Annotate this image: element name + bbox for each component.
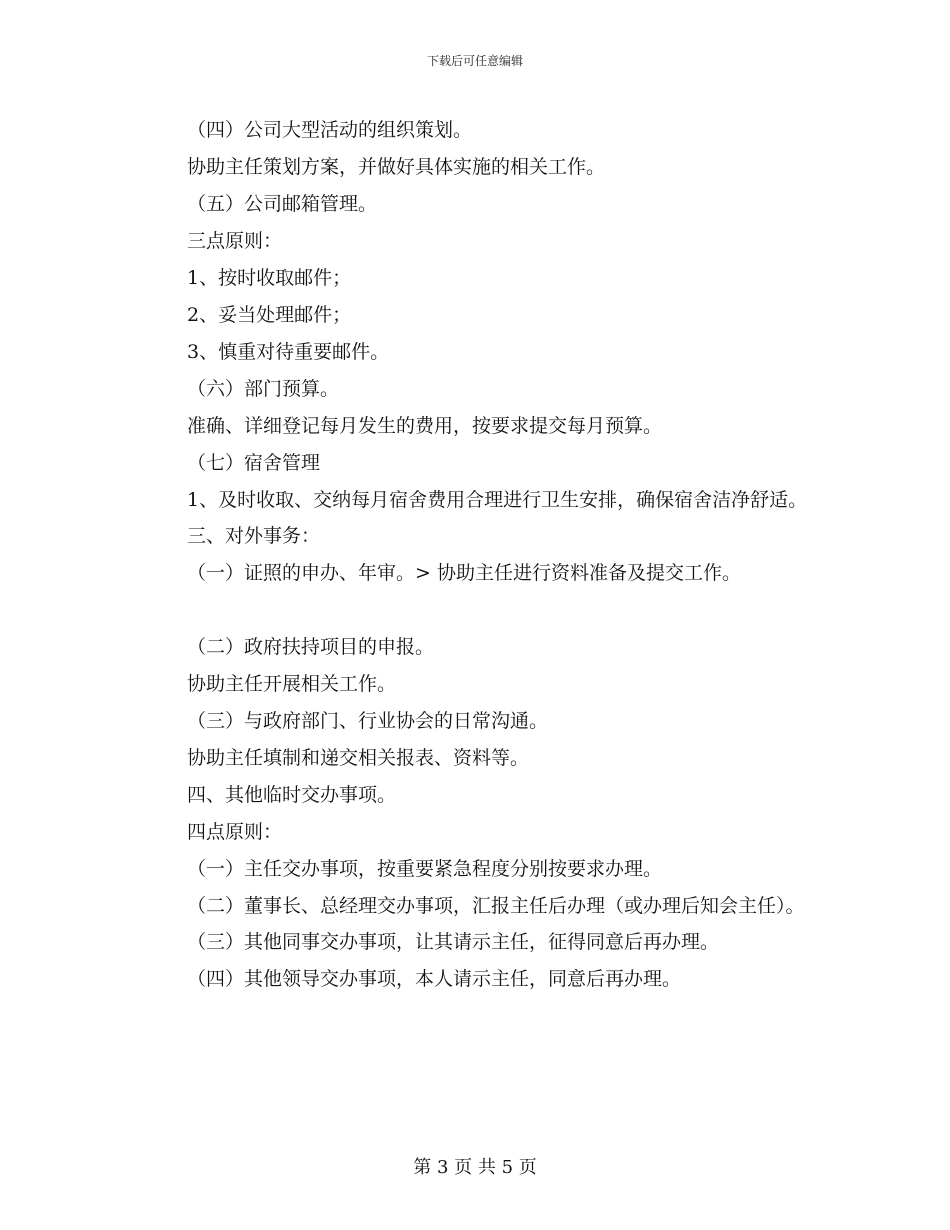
document-body xyxy=(141,112,821,998)
paragraph: （四）公司大型活动的组织策划。 xyxy=(187,119,473,141)
paragraph: （二）政府扶持项目的申报。 xyxy=(187,636,435,658)
page-header: 下载后可任意编辑 xyxy=(426,54,523,68)
paragraph: 协助主任开展相关工作。 xyxy=(187,673,397,695)
section-heading: 四、其他临时交办事项。 xyxy=(187,784,397,806)
paragraph: （一）证照的申办、年审。> 协助主任进行资料准备及提交工作。 xyxy=(187,562,741,584)
paragraph: （三）其他同事交办事项，让其请示主任，征得同意后再办理。 xyxy=(187,931,720,953)
paragraph: 三点原则： xyxy=(187,230,283,252)
paragraph-wrapped: （二）董事长、总经理交办事项，汇报主任后办理（或办理后知会主任）。 xyxy=(187,895,805,917)
paragraph: 2、妥当处理邮件； xyxy=(187,304,352,326)
paragraph: 四点原则： xyxy=(187,821,283,843)
paragraph: （六）部门预算。 xyxy=(187,378,340,400)
paragraph-wrapped: 1、及时收取、交纳每月宿舍费用合理进行卫生安排，确保宿舍洁净舒适。 xyxy=(187,489,808,511)
paragraph: （一）主任交办事项，按重要紧急程度分别按要求办理。 xyxy=(187,858,663,880)
paragraph: 准确、详细登记每月发生的费用，按要求提交每月预算。 xyxy=(187,415,663,437)
paragraph: 1、按时收取邮件； xyxy=(187,267,352,289)
section-heading: 三、对外事务： xyxy=(187,525,321,547)
paragraph: 协助主任填制和递交相关报表、资料等。 xyxy=(187,747,530,769)
paragraph: （七）宿舍管理 xyxy=(187,452,321,474)
blank-line xyxy=(141,592,821,629)
page-number-footer: 第 3 页 共 5 页 xyxy=(413,1157,537,1178)
paragraph: 3、慎重对待重要邮件。 xyxy=(187,341,390,363)
paragraph: （三）与政府部门、行业协会的日常沟通。 xyxy=(187,710,549,732)
paragraph: （四）其他领导交办事项，本人请示主任，同意后再办理。 xyxy=(187,968,682,990)
paragraph: （五）公司邮箱管理。 xyxy=(187,193,378,215)
paragraph: 协助主任策划方案，并做好具体实施的相关工作。 xyxy=(187,156,606,178)
